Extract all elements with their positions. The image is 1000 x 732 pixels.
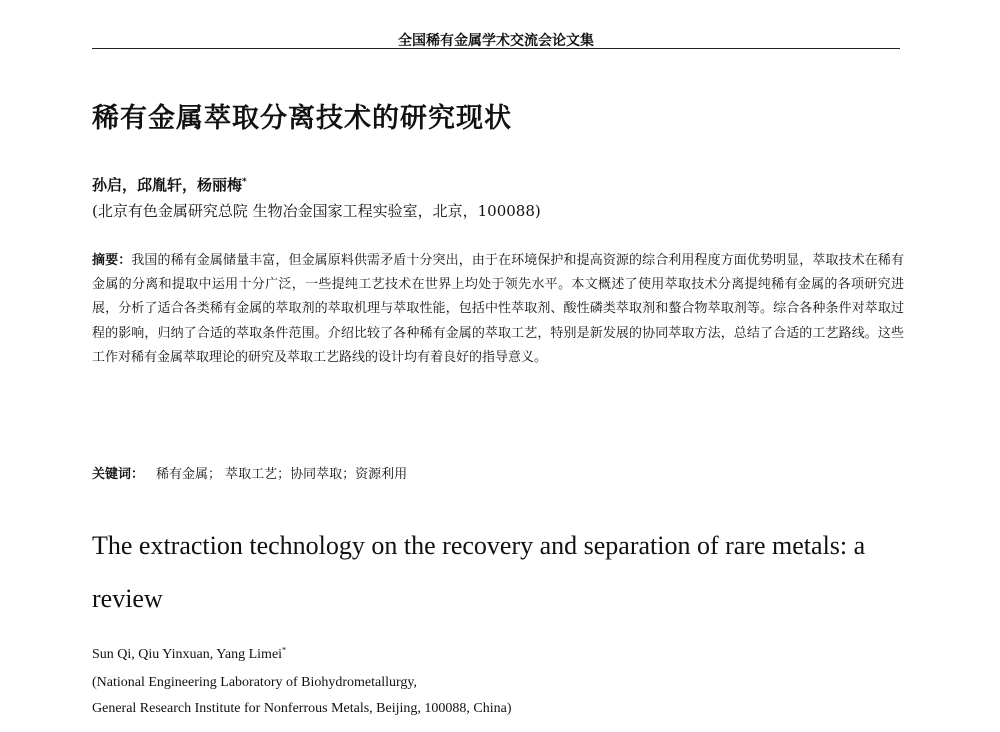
english-title: The extraction technology on the recovery and separation of rare metals: a review [92, 531, 866, 613]
chinese-keywords [92, 463, 407, 482]
abstract-label: 摘要： [92, 253, 132, 268]
chinese-authors [92, 174, 247, 195]
english-affiliation-line-1: (National Engineering Laboratory of Biohydrometallurgy, [92, 675, 418, 690]
chinese-author-names: 孙启，邱胤轩，杨丽梅 [92, 176, 243, 194]
chinese-abstract [92, 249, 904, 370]
corresponding-author-mark: * [242, 177, 247, 187]
english-author-names: Sun Qi, Qiu Yinxuan, Yang Limei [92, 647, 283, 662]
english-affiliation-line-2: General Research Institute for Nonferrous Metals, Beijing, 100088, China) [92, 701, 512, 716]
english-corresponding-mark: * [282, 645, 287, 655]
running-header: 全国稀有金属学术交流会论文集 [398, 33, 594, 49]
chinese-title: 稀有金属萃取分离技术的研究现状 [92, 103, 512, 134]
chinese-affiliation: (北京有色金属研究总院 生物冶金国家工程实验室，北京，100088) [92, 202, 541, 220]
english-authors [92, 647, 286, 663]
keywords-text: 稀有金属； 萃取工艺；协同萃取；资源利用 [156, 467, 408, 482]
header-divider [92, 48, 900, 49]
abstract-text: 我国的稀有金属储量丰富，但金属原料供需矛盾十分突出，由于在环境保护和提高资源的综合利用程度方面优势明显，萃取技术在稀有金属的分离和提取中运用十分广泛，一些提纯工艺技术在世界上均处于领先水平。本文概述了使用萃取技术分离提纯稀有金属的各项研究进展，分析了适合各类稀有金属的萃取剂的萃取机理与萃取性能，包括中性萃取剂、酸性磷类萃取剂和螯合物萃取剂等。综合各种条件对萃取过程的影响，归纳了合适的萃取条件范围。介绍比较了各种稀有金属的萃取工艺，特别是新发展的协同萃取方法，总结了合适的工艺路线。这些工作对稀有金属萃取理论的研究及萃取工艺路线的设计均有着良好的指导意义。 [92, 253, 904, 365]
keywords-label: 关键词： [92, 467, 145, 482]
